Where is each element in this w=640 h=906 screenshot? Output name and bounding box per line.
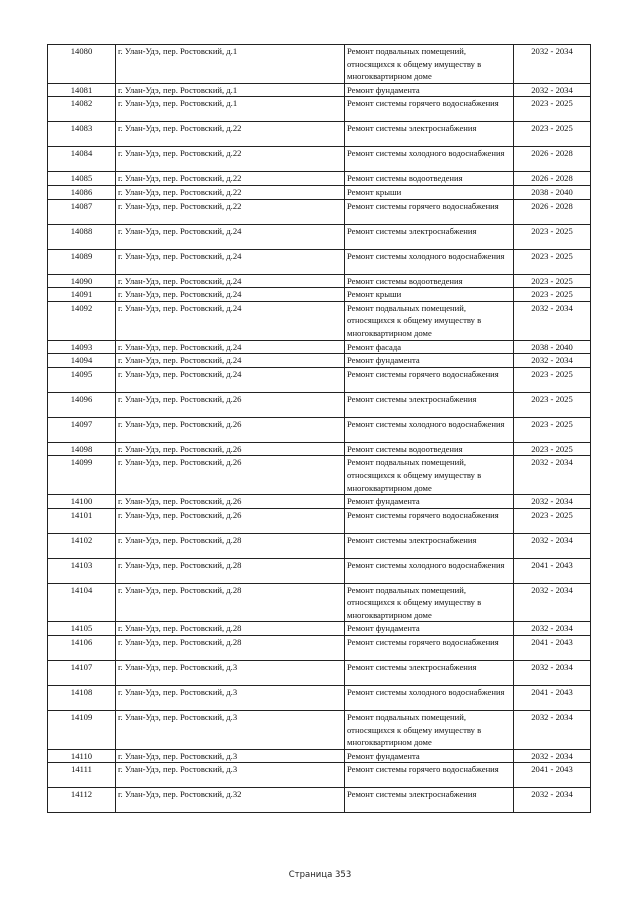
table-row bbox=[48, 97, 591, 122]
row-number-cell: 14081 bbox=[48, 83, 116, 97]
work-type-cell: Ремонт фундамента bbox=[345, 495, 514, 509]
work-type-cell: Ремонт подвальных помещений, относящихся к общему имуществу в многоквартирном доме bbox=[345, 456, 514, 495]
work-type-cell: Ремонт системы горячего водоснабжения bbox=[345, 508, 514, 533]
work-type-cell: Ремонт системы электроснабжения bbox=[345, 122, 514, 147]
table-row bbox=[48, 147, 591, 172]
period-cell: 2023 - 2025 bbox=[514, 97, 591, 122]
page-number: Страница 353 bbox=[288, 870, 352, 880]
table-row bbox=[48, 288, 591, 302]
address-cell: г. Улан-Удэ, пер. Ростовский, д.3 bbox=[116, 711, 345, 750]
work-type-cell: Ремонт фундамента bbox=[345, 622, 514, 636]
address-cell: г. Улан-Удэ, пер. Ростовский, д.26 bbox=[116, 417, 345, 442]
table-row bbox=[48, 392, 591, 417]
address-cell: г. Улан-Удэ, пер. Ростовский, д.28 bbox=[116, 583, 345, 622]
table-row bbox=[48, 788, 591, 813]
period-cell: 2023 - 2025 bbox=[514, 442, 591, 456]
address-cell: г. Улан-Удэ, пер. Ростовский, д.24 bbox=[116, 274, 345, 288]
address-cell: г. Улан-Удэ, пер. Ростовский, д.28 bbox=[116, 622, 345, 636]
row-number-cell: 14084 bbox=[48, 147, 116, 172]
work-type-cell: Ремонт системы электроснабжения bbox=[345, 224, 514, 249]
work-type-cell: Ремонт системы холодного водоснабжения bbox=[345, 558, 514, 583]
work-type-cell: Ремонт системы электроснабжения bbox=[345, 533, 514, 558]
row-number-cell: 14088 bbox=[48, 224, 116, 249]
address-cell: г. Улан-Удэ, пер. Ростовский, д.22 bbox=[116, 185, 345, 199]
address-cell: г. Улан-Удэ, пер. Ростовский, д.28 bbox=[116, 533, 345, 558]
work-type-cell: Ремонт крыши bbox=[345, 288, 514, 302]
work-type-cell: Ремонт системы электроснабжения bbox=[345, 788, 514, 813]
work-type-cell: Ремонт системы водоотведения bbox=[345, 274, 514, 288]
row-number-cell: 14092 bbox=[48, 301, 116, 340]
address-cell: г. Улан-Удэ, пер. Ростовский, д.3 bbox=[116, 749, 345, 763]
work-type-cell: Ремонт системы холодного водоснабжения bbox=[345, 249, 514, 274]
row-number-cell: 14091 bbox=[48, 288, 116, 302]
table-row bbox=[48, 367, 591, 392]
period-cell: 2038 - 2040 bbox=[514, 340, 591, 354]
repair-schedule-table bbox=[47, 44, 591, 813]
address-cell: г. Улан-Удэ, пер. Ростовский, д.24 bbox=[116, 340, 345, 354]
table-row bbox=[48, 622, 591, 636]
address-cell: г. Улан-Удэ, пер. Ростовский, д.22 bbox=[116, 199, 345, 224]
work-type-cell: Ремонт фундамента bbox=[345, 83, 514, 97]
row-number-cell: 14093 bbox=[48, 340, 116, 354]
row-number-cell: 14082 bbox=[48, 97, 116, 122]
row-number-cell: 14089 bbox=[48, 249, 116, 274]
address-cell: г. Улан-Удэ, пер. Ростовский, д.24 bbox=[116, 301, 345, 340]
table-row bbox=[48, 224, 591, 249]
period-cell: 2041 - 2043 bbox=[514, 558, 591, 583]
address-cell: г. Улан-Удэ, пер. Ростовский, д.1 bbox=[116, 45, 345, 84]
table-row bbox=[48, 583, 591, 622]
row-number-cell: 14099 bbox=[48, 456, 116, 495]
address-cell: г. Улан-Удэ, пер. Ростовский, д.32 bbox=[116, 788, 345, 813]
work-type-cell: Ремонт подвальных помещений, относящихся к общему имуществу в многоквартирном доме bbox=[345, 583, 514, 622]
period-cell: 2032 - 2034 bbox=[514, 45, 591, 84]
address-cell: г. Улан-Удэ, пер. Ростовский, д.22 bbox=[116, 122, 345, 147]
period-cell: 2026 - 2028 bbox=[514, 147, 591, 172]
period-cell: 2038 - 2040 bbox=[514, 185, 591, 199]
address-cell: г. Улан-Удэ, пер. Ростовский, д.26 bbox=[116, 456, 345, 495]
table-row bbox=[48, 508, 591, 533]
row-number-cell: 14098 bbox=[48, 442, 116, 456]
period-cell: 2023 - 2025 bbox=[514, 249, 591, 274]
period-cell: 2026 - 2028 bbox=[514, 172, 591, 186]
row-number-cell: 14097 bbox=[48, 417, 116, 442]
period-cell: 2032 - 2034 bbox=[514, 495, 591, 509]
table-row bbox=[48, 456, 591, 495]
row-number-cell: 14106 bbox=[48, 636, 116, 661]
address-cell: г. Улан-Удэ, пер. Ростовский, д.24 bbox=[116, 288, 345, 302]
period-cell: 2023 - 2025 bbox=[514, 417, 591, 442]
address-cell: г. Улан-Удэ, пер. Ростовский, д.24 bbox=[116, 367, 345, 392]
table-row bbox=[48, 122, 591, 147]
period-cell: 2023 - 2025 bbox=[514, 508, 591, 533]
row-number-cell: 14096 bbox=[48, 392, 116, 417]
table-row bbox=[48, 749, 591, 763]
address-cell: г. Улан-Удэ, пер. Ростовский, д.22 bbox=[116, 172, 345, 186]
row-number-cell: 14086 bbox=[48, 185, 116, 199]
work-type-cell: Ремонт системы водоотведения bbox=[345, 172, 514, 186]
work-type-cell: Ремонт системы горячего водоснабжения bbox=[345, 199, 514, 224]
row-number-cell: 14108 bbox=[48, 686, 116, 711]
work-type-cell: Ремонт системы холодного водоснабжения bbox=[345, 686, 514, 711]
row-number-cell: 14112 bbox=[48, 788, 116, 813]
address-cell: г. Улан-Удэ, пер. Ростовский, д.3 bbox=[116, 763, 345, 788]
table-row bbox=[48, 495, 591, 509]
work-type-cell: Ремонт системы электроснабжения bbox=[345, 392, 514, 417]
period-cell: 2023 - 2025 bbox=[514, 224, 591, 249]
table-row bbox=[48, 199, 591, 224]
period-cell: 2032 - 2034 bbox=[514, 83, 591, 97]
period-cell: 2032 - 2034 bbox=[514, 456, 591, 495]
table-row bbox=[48, 636, 591, 661]
row-number-cell: 14080 bbox=[48, 45, 116, 84]
row-number-cell: 14110 bbox=[48, 749, 116, 763]
address-cell: г. Улан-Удэ, пер. Ростовский, д.3 bbox=[116, 661, 345, 686]
row-number-cell: 14083 bbox=[48, 122, 116, 147]
period-cell: 2032 - 2034 bbox=[514, 354, 591, 368]
table-row bbox=[48, 661, 591, 686]
row-number-cell: 14109 bbox=[48, 711, 116, 750]
period-cell: 2032 - 2034 bbox=[514, 622, 591, 636]
address-cell: г. Улан-Удэ, пер. Ростовский, д.22 bbox=[116, 147, 345, 172]
row-number-cell: 14102 bbox=[48, 533, 116, 558]
period-cell: 2032 - 2034 bbox=[514, 661, 591, 686]
period-cell: 2041 - 2043 bbox=[514, 636, 591, 661]
row-number-cell: 14087 bbox=[48, 199, 116, 224]
table-row bbox=[48, 558, 591, 583]
period-cell: 2023 - 2025 bbox=[514, 367, 591, 392]
table-row bbox=[48, 83, 591, 97]
table-row bbox=[48, 340, 591, 354]
work-type-cell: Ремонт подвальных помещений, относящихся к общему имуществу в многоквартирном доме bbox=[345, 301, 514, 340]
period-cell: 2032 - 2034 bbox=[514, 711, 591, 750]
work-type-cell: Ремонт системы горячего водоснабжения bbox=[345, 636, 514, 661]
period-cell: 2041 - 2043 bbox=[514, 686, 591, 711]
address-cell: г. Улан-Удэ, пер. Ростовский, д.26 bbox=[116, 392, 345, 417]
address-cell: г. Улан-Удэ, пер. Ростовский, д.24 bbox=[116, 354, 345, 368]
table-body bbox=[48, 45, 591, 813]
work-type-cell: Ремонт фасада bbox=[345, 340, 514, 354]
address-cell: г. Улан-Удэ, пер. Ростовский, д.26 bbox=[116, 508, 345, 533]
work-type-cell: Ремонт системы горячего водоснабжения bbox=[345, 763, 514, 788]
table-row bbox=[48, 185, 591, 199]
period-cell: 2023 - 2025 bbox=[514, 288, 591, 302]
row-number-cell: 14105 bbox=[48, 622, 116, 636]
table-row bbox=[48, 442, 591, 456]
period-cell: 2032 - 2034 bbox=[514, 533, 591, 558]
period-cell: 2032 - 2034 bbox=[514, 583, 591, 622]
table-row bbox=[48, 686, 591, 711]
period-cell: 2032 - 2034 bbox=[514, 301, 591, 340]
row-number-cell: 14095 bbox=[48, 367, 116, 392]
work-type-cell: Ремонт системы водоотведения bbox=[345, 442, 514, 456]
period-cell: 2026 - 2028 bbox=[514, 199, 591, 224]
table-row bbox=[48, 763, 591, 788]
work-type-cell: Ремонт фундамента bbox=[345, 354, 514, 368]
row-number-cell: 14103 bbox=[48, 558, 116, 583]
work-type-cell: Ремонт системы электроснабжения bbox=[345, 661, 514, 686]
table-row bbox=[48, 249, 591, 274]
table-row bbox=[48, 417, 591, 442]
address-cell: г. Улан-Удэ, пер. Ростовский, д.26 bbox=[116, 495, 345, 509]
work-type-cell: Ремонт крыши bbox=[345, 185, 514, 199]
period-cell: 2023 - 2025 bbox=[514, 392, 591, 417]
work-type-cell: Ремонт фундамента bbox=[345, 749, 514, 763]
row-number-cell: 14111 bbox=[48, 763, 116, 788]
work-type-cell: Ремонт подвальных помещений, относящихся к общему имуществу в многоквартирном доме bbox=[345, 45, 514, 84]
row-number-cell: 14104 bbox=[48, 583, 116, 622]
work-type-cell: Ремонт системы горячего водоснабжения bbox=[345, 367, 514, 392]
address-cell: г. Улан-Удэ, пер. Ростовский, д.3 bbox=[116, 686, 345, 711]
address-cell: г. Улан-Удэ, пер. Ростовский, д.1 bbox=[116, 97, 345, 122]
table-row bbox=[48, 301, 591, 340]
row-number-cell: 14094 bbox=[48, 354, 116, 368]
period-cell: 2041 - 2043 bbox=[514, 763, 591, 788]
period-cell: 2032 - 2034 bbox=[514, 749, 591, 763]
period-cell: 2032 - 2034 bbox=[514, 788, 591, 813]
work-type-cell: Ремонт системы холодного водоснабжения bbox=[345, 147, 514, 172]
address-cell: г. Улан-Удэ, пер. Ростовский, д.24 bbox=[116, 249, 345, 274]
address-cell: г. Улан-Удэ, пер. Ростовский, д.28 bbox=[116, 636, 345, 661]
work-type-cell: Ремонт системы холодного водоснабжения bbox=[345, 417, 514, 442]
period-cell: 2023 - 2025 bbox=[514, 122, 591, 147]
period-cell: 2023 - 2025 bbox=[514, 274, 591, 288]
table-row bbox=[48, 172, 591, 186]
address-cell: г. Улан-Удэ, пер. Ростовский, д.28 bbox=[116, 558, 345, 583]
address-cell: г. Улан-Удэ, пер. Ростовский, д.1 bbox=[116, 83, 345, 97]
row-number-cell: 14107 bbox=[48, 661, 116, 686]
work-type-cell: Ремонт подвальных помещений, относящихся к общему имуществу в многоквартирном доме bbox=[345, 711, 514, 750]
table-row bbox=[48, 533, 591, 558]
row-number-cell: 14085 bbox=[48, 172, 116, 186]
row-number-cell: 14101 bbox=[48, 508, 116, 533]
address-cell: г. Улан-Удэ, пер. Ростовский, д.26 bbox=[116, 442, 345, 456]
table-row bbox=[48, 45, 591, 84]
table-row bbox=[48, 354, 591, 368]
address-cell: г. Улан-Удэ, пер. Ростовский, д.24 bbox=[116, 224, 345, 249]
work-type-cell: Ремонт системы горячего водоснабжения bbox=[345, 97, 514, 122]
table-row bbox=[48, 711, 591, 750]
row-number-cell: 14090 bbox=[48, 274, 116, 288]
row-number-cell: 14100 bbox=[48, 495, 116, 509]
table-row bbox=[48, 274, 591, 288]
